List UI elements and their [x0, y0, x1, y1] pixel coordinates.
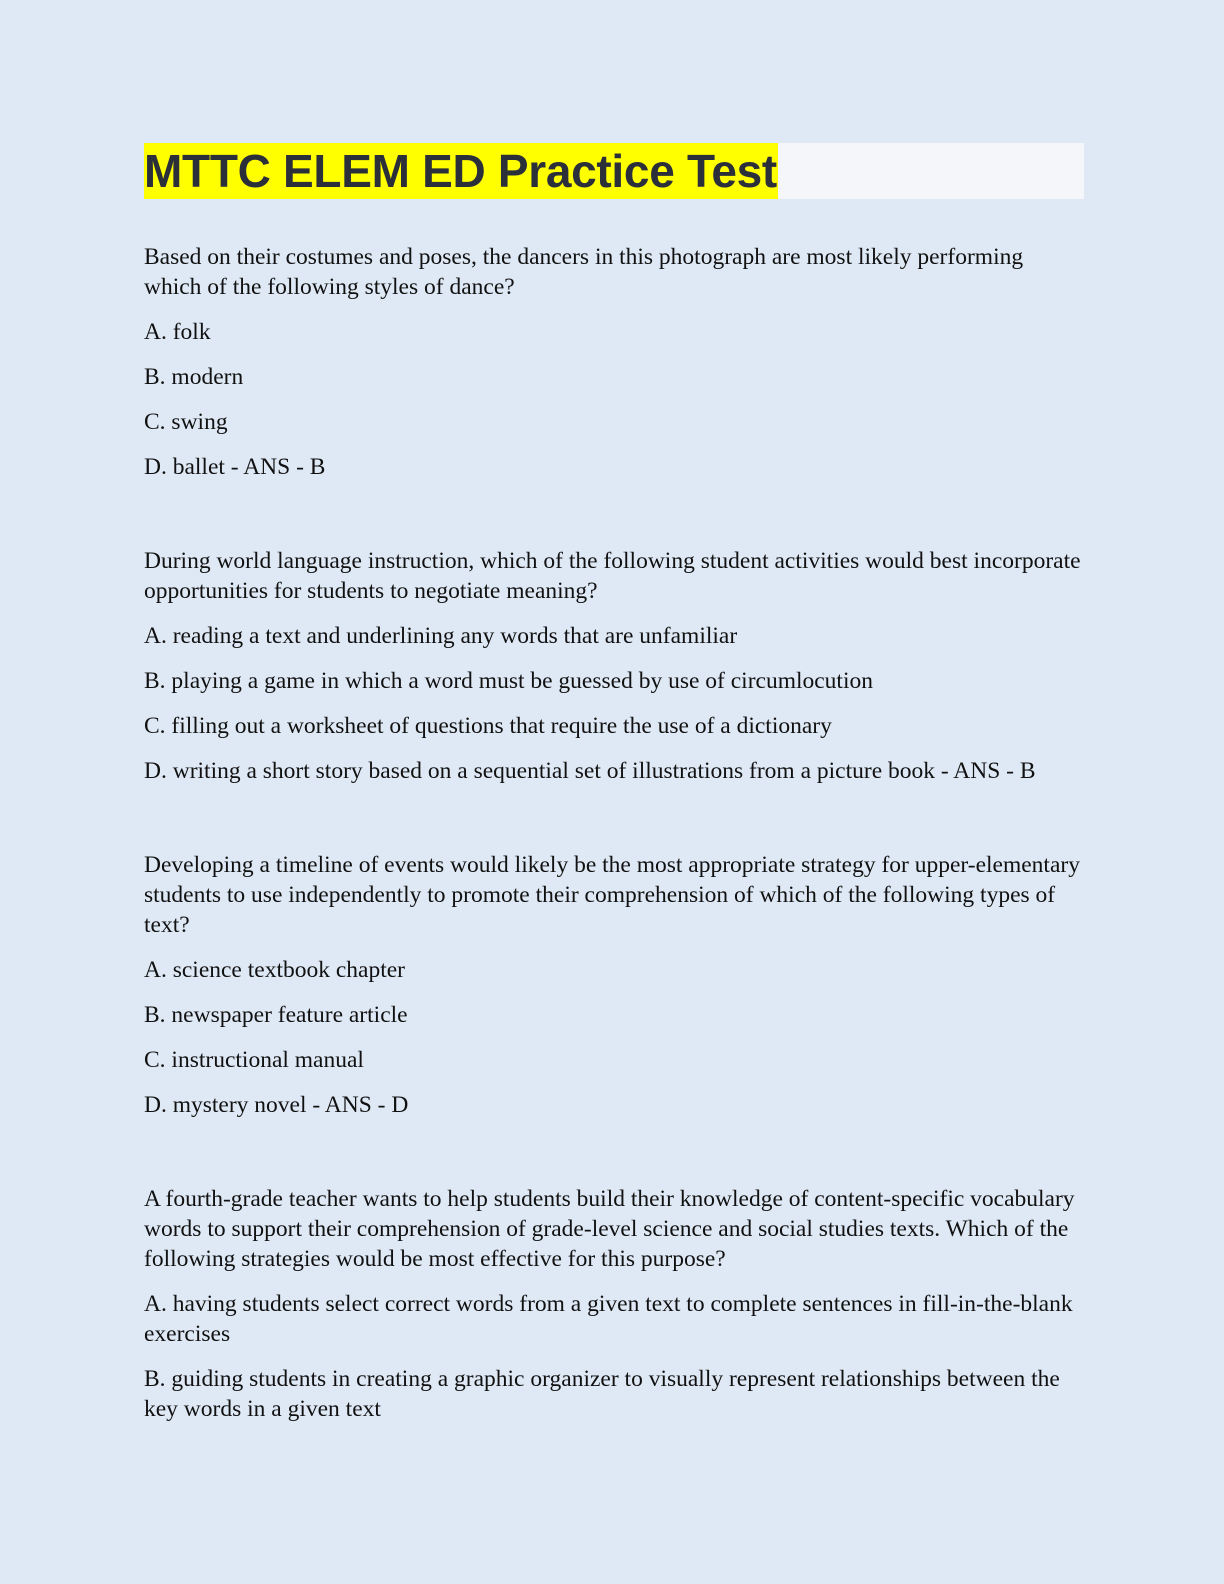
- question-prompt: Based on their costumes and poses, the dancers in this photograph are most likely performing which of the following styles of dance?: [144, 244, 1024, 300]
- question-block: [144, 1184, 1084, 1424]
- answer-option: B. newspaper feature article: [144, 1002, 408, 1028]
- answer-option: C. instructional manual: [144, 1047, 364, 1073]
- answer-option: A. reading a text and underlining any words that are unfamiliar: [144, 623, 738, 649]
- answer-option: B. guiding students in creating a graphic organizer to visually represent relationships between the key words in a given text: [144, 1366, 1060, 1422]
- question-prompt: Developing a timeline of events would likely be the most appropriate strategy for upper-elementary students to use independently to promote their comprehension of which of the following types of text?: [144, 852, 1080, 938]
- answer-option: A. folk: [144, 319, 211, 345]
- answer-option: C. filling out a worksheet of questions that require the use of a dictionary: [144, 713, 832, 739]
- answer-option: A. having students select correct words from a given text to complete sentences in fill-in-the-blank exercises: [144, 1291, 1073, 1347]
- title-bar: [144, 143, 1084, 199]
- answer-option: A. science textbook chapter: [144, 957, 406, 983]
- answer-option: B. modern: [144, 364, 244, 390]
- answer-option: D. ballet - ANS - B: [144, 454, 326, 480]
- question-block: [144, 546, 1084, 786]
- answer-option: D. mystery novel - ANS - D: [144, 1092, 409, 1118]
- question-block: [144, 850, 1084, 1120]
- answer-option: D. writing a short story based on a sequential set of illustrations from a picture book - ANS - B: [144, 758, 1036, 784]
- document-title: MTTC ELEM ED Practice Test: [144, 145, 777, 197]
- answer-option: B. playing a game in which a word must be guessed by use of circumlocution: [144, 668, 873, 694]
- question-prompt: A fourth-grade teacher wants to help students build their knowledge of content-specific vocabulary words to support their comprehension of grade-level science and social studies texts. Which of the following strategies would be most effective for this purpose?: [144, 1186, 1075, 1272]
- answer-option: C. swing: [144, 409, 228, 435]
- question-prompt: During world language instruction, which of the following student activities would best incorporate opportunities for students to negotiate meaning?: [144, 548, 1081, 604]
- question-block: [144, 242, 1084, 482]
- document-page: [144, 143, 1084, 1422]
